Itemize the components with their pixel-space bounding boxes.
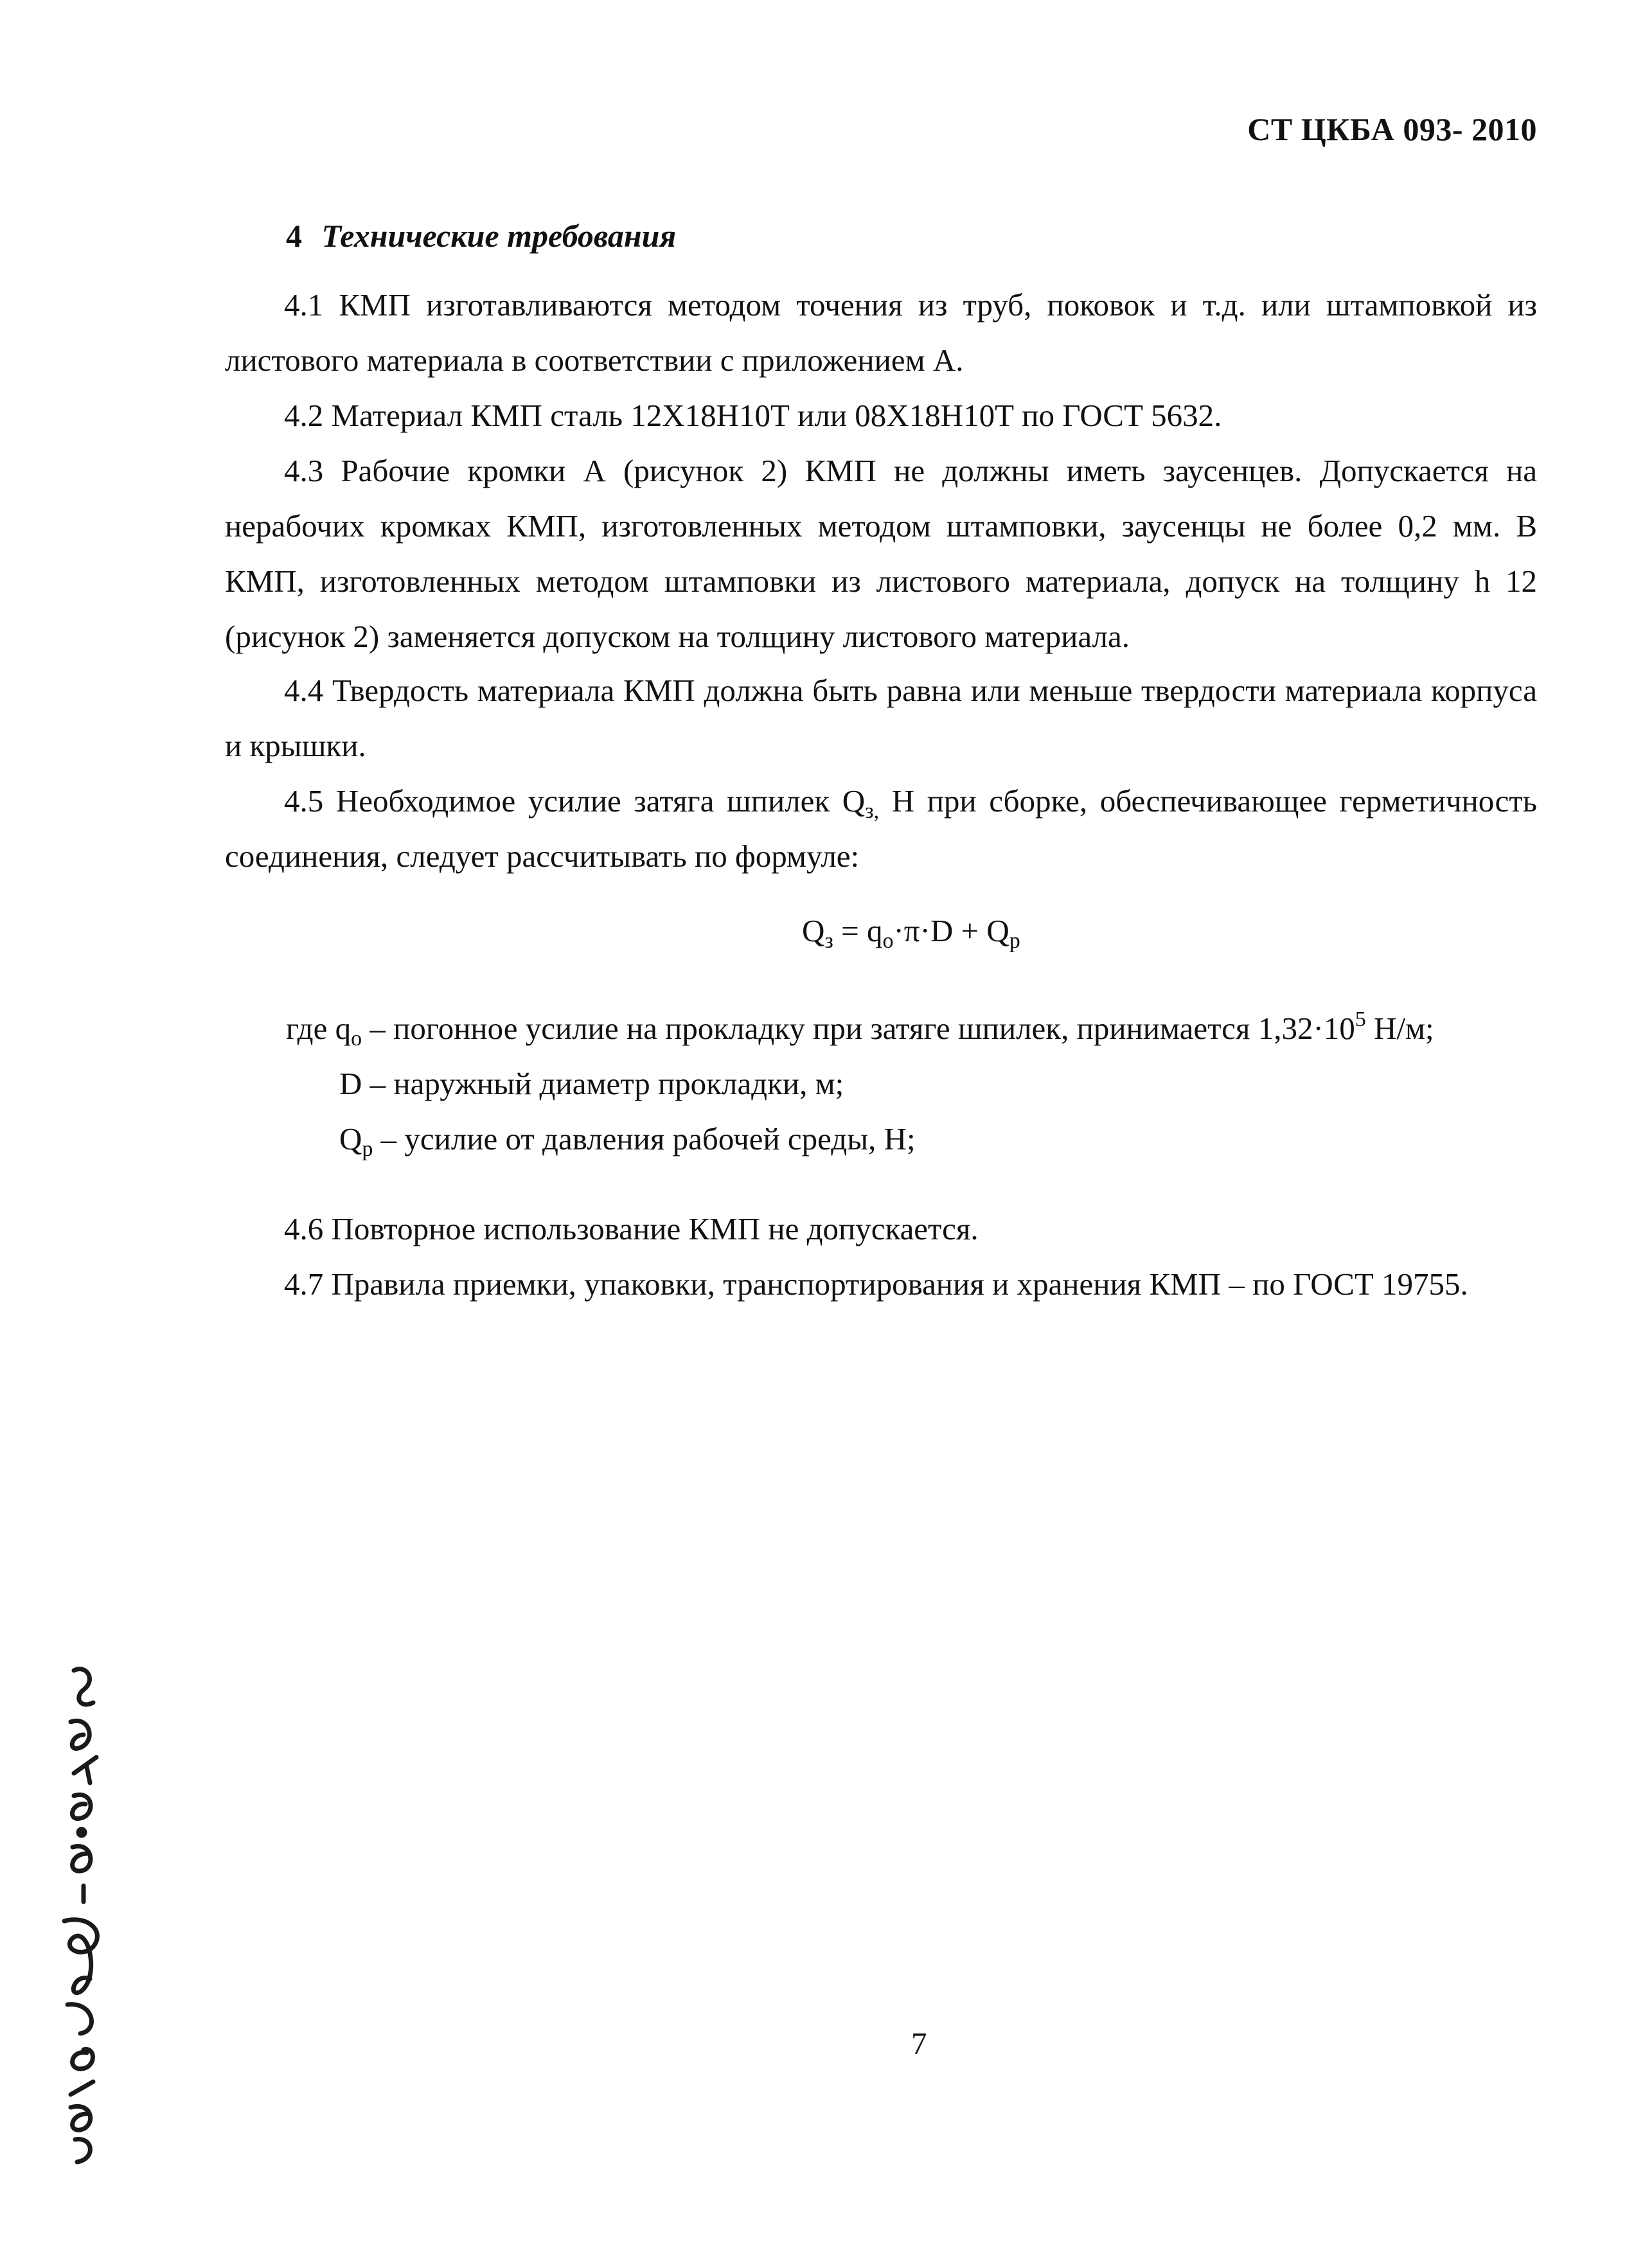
section-number: 4 <box>286 218 302 254</box>
section-title-text: Технические требования <box>321 218 677 254</box>
paragraph-4-2: 4.2 Материал КМП сталь 12Х18Н10Т или 08Х18Н10Т по ГОСТ 5632. <box>284 398 1222 433</box>
formula-lhs-sub: з <box>824 929 833 953</box>
paragraph-4-5-text-a: 4.5 Необходимое усилие затяга шпилек Q <box>284 783 866 819</box>
formula-mid: ·π·D + Q <box>893 913 1009 948</box>
definition-q-text: – погонное усилие на прокладку при затяге шпилек, принимается 1,32·10 <box>362 1011 1355 1046</box>
formula-eq: = q <box>833 913 883 948</box>
paragraph-4-7: 4.7 Правила приемки, упаковки, транспортирования и хранения КМП – по ГОСТ 19755. <box>284 1266 1468 1302</box>
definition-q-exponent: 5 <box>1355 1007 1366 1031</box>
definition-q <box>286 1007 1434 1050</box>
page-number: 7 <box>911 2026 927 2061</box>
handwritten-note-drawing <box>35 1645 119 2172</box>
paragraph-4-4: 4.4 Твердость материала КМП должна быть равна или меньше твердости материала корпуса и крышки. <box>225 673 1537 763</box>
definition-q-sub: o <box>351 1027 362 1050</box>
handwritten-margin-note <box>35 1645 119 2172</box>
document-code: СТ ЦКБА 093- 2010 <box>1247 111 1537 147</box>
definition-qp-prefix: Q <box>339 1121 362 1156</box>
paragraph-4-5-subscript: з, <box>865 799 880 823</box>
definition-d: D – наружный диаметр прокладки, м; <box>339 1066 844 1101</box>
formula <box>802 912 1020 953</box>
definition-q-unit: Н/м; <box>1365 1011 1434 1046</box>
formula-lhs: Q <box>802 913 825 948</box>
definition-q-prefix: где q <box>286 1011 351 1046</box>
paragraph-4-1: 4.1 КМП изготавливаются методом точения из труб, поковок и т.д. или штамповкой из листового материала в соответствии с приложением А. <box>225 287 1537 378</box>
paragraph-4-3: 4.3 Рабочие кромки А (рисунок 2) КМП не должны иметь заусенцев. Допускается на нерабочих кромках КМП, изготовленных методом штамповки, заусенцы не более 0,2 мм. В КМП, изготовленных методом штамповки из листового материала, допуск на толщину h 12 (рисунок 2) заменяется допуском на толщину листового материала. <box>225 453 1537 654</box>
definition-qp-text: – усилие от давления рабочей среды, Н; <box>373 1121 916 1156</box>
paragraph-4-5-text-b: Н при сборке, обеспечивающее герметичность соединения, следует рассчитывать по формуле: <box>225 783 1537 874</box>
definition-qp <box>339 1121 916 1161</box>
paragraph-4-6: 4.6 Повторное использование КМП не допускается. <box>284 1211 979 1246</box>
paragraph-4-5 <box>225 774 1537 884</box>
section-heading <box>286 217 676 254</box>
definition-qp-sub: p <box>362 1137 373 1161</box>
formula-rhs-sub: p <box>1009 929 1020 953</box>
formula-q-sub: o <box>882 929 894 953</box>
